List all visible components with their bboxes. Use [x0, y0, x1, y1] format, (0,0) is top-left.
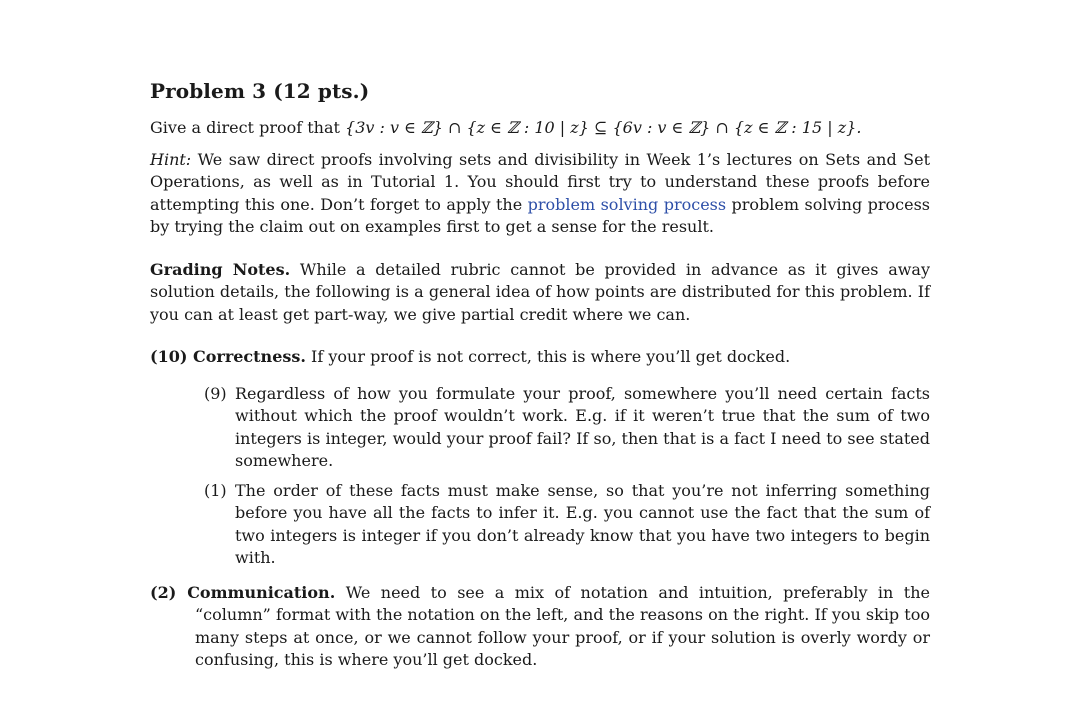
correctness-text: If your proof is not correct, this is where you’ll get docked.: [305, 347, 791, 366]
correctness-label: (10) Correctness.: [150, 347, 306, 366]
correctness-item: [204, 383, 930, 473]
grading-notes-paragraph: [150, 259, 930, 327]
item-points: (1): [204, 480, 227, 500]
item-points: (9): [204, 383, 227, 403]
hint-text-1: We saw direct proofs involving sets and divisibility in Week 1’s lectures on Sets and Set Operations, as well as in Tutorial 1. You should first try to understand these proofs before attempting this one. Don’t forget to apply the: [150, 149, 930, 214]
communication-label: (2) Communication.: [150, 582, 336, 602]
item-text: The order of these facts must make sense, so that you’re not inferring something before you have all the facts to infer it. E.g. you cannot use the fact that the sum of two integers is integer if you don’t already know that you have two integers to begin with.: [235, 480, 930, 567]
correctness-section: [150, 346, 930, 570]
communication-section: [150, 582, 930, 672]
problem-solving-process-link[interactable]: problem solving process: [527, 194, 727, 214]
correctness-heading: [150, 346, 930, 369]
correctness-subitems: [204, 383, 930, 570]
problem-title: Problem 3 (12 pts.): [150, 79, 370, 103]
problem-document: [150, 78, 930, 672]
correctness-item: [204, 480, 930, 570]
communication-text: We need to see a mix of notation and intuition, preferably in the “column” format with the notation on the left, and the reasons on the right. If you skip too many steps at once, or we cannot follow your proof, or if your solution is overly wordy or confusing, this is where you’ll get docked.: [195, 582, 931, 669]
item-text: Regardless of how you formulate your proof, somewhere you’ll need certain facts without which the proof wouldn’t work. E.g. if it weren’t true that the sum of two integers is integer, would your proof fail? If so, then that is a fact I need to see stated somewhere.: [235, 383, 930, 470]
grading-notes-text: While a detailed rubric cannot be provided in advance as it gives away solution details, the following is a general idea of how points are distributed for this problem. If you can at least get part-way, we give partial credit where we can.: [150, 259, 931, 324]
problem-statement: [150, 117, 930, 140]
grading-notes-label: Grading Notes.: [150, 259, 291, 279]
hint-text-2: problem solving process by trying the claim out on examples first to get a sense for the result.: [150, 194, 931, 236]
statement-math: {3v : v ∈ ℤ} ∩ {z ∈ ℤ : 10 | z} ⊆ {6v : v ∈ ℤ} ∩ {z ∈ ℤ : 15 | z}.: [345, 118, 862, 137]
statement-prefix: Give a direct proof that: [150, 118, 346, 137]
hint-paragraph: [150, 149, 930, 239]
hint-label: Hint:: [150, 149, 192, 169]
